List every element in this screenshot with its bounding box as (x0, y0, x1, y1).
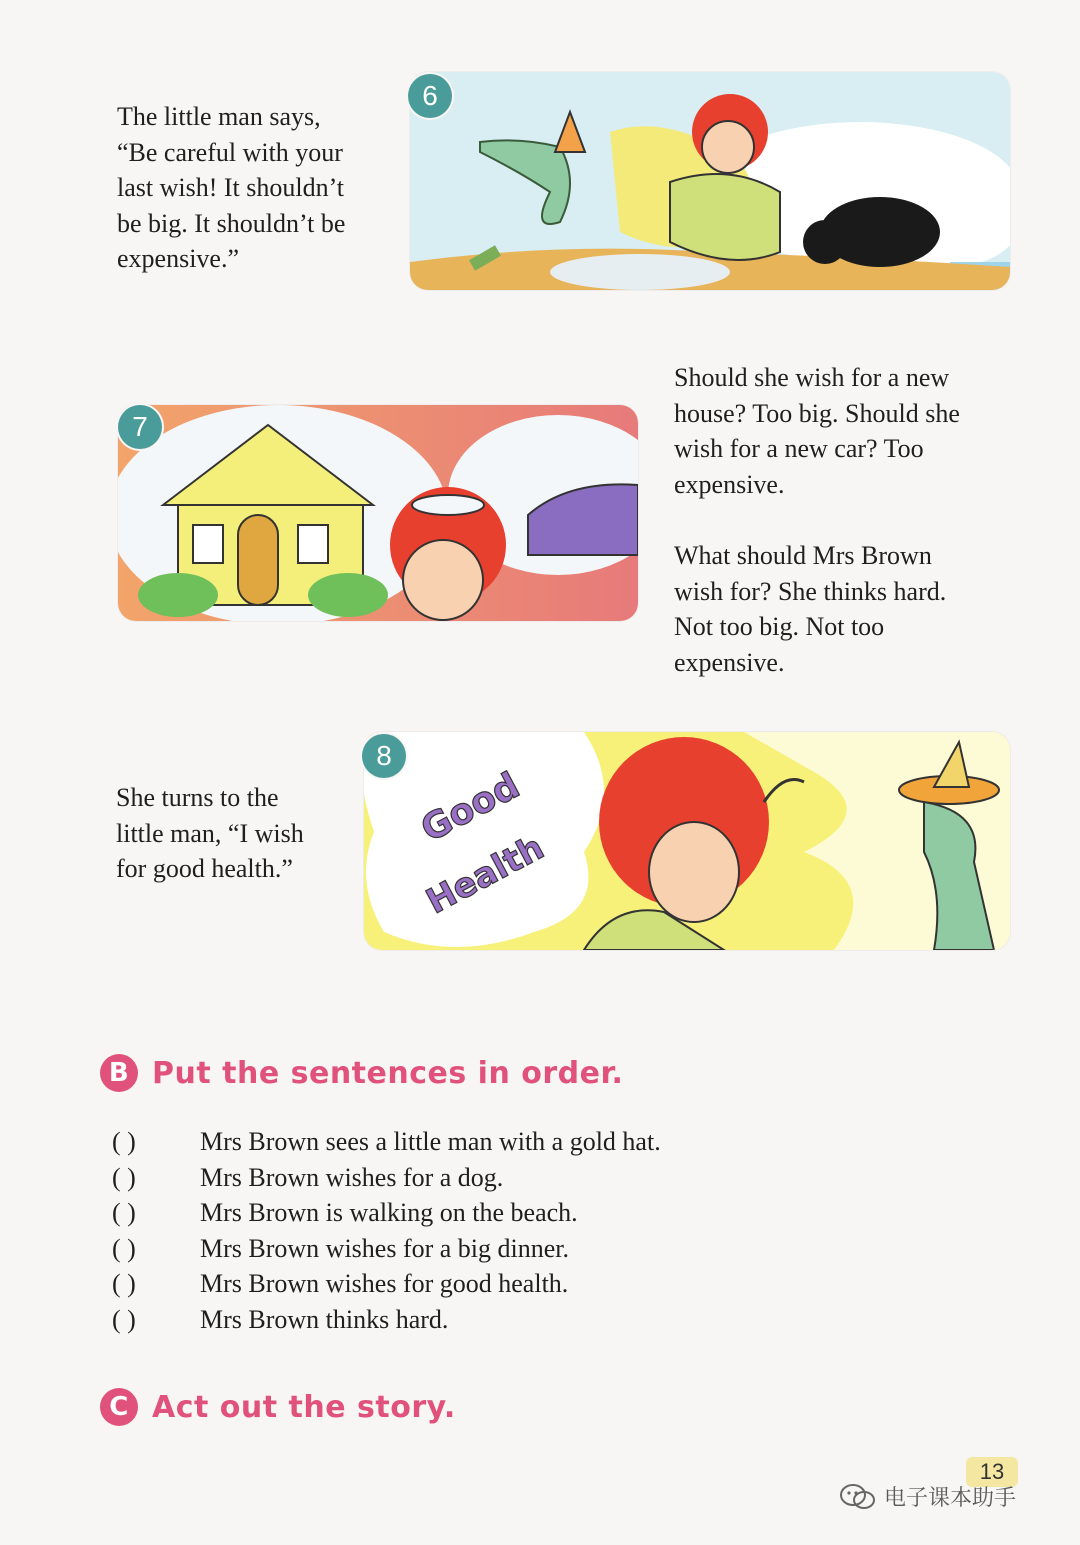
panel-number-7: 7 (118, 405, 162, 449)
answer-blank[interactable]: ( ) (112, 1233, 136, 1263)
answer-blank[interactable]: ( ) (112, 1162, 136, 1192)
watermark (838, 1481, 1016, 1512)
sentence: Mrs Brown wishes for good health. (200, 1269, 569, 1299)
answer-blank[interactable]: ( ) (112, 1127, 136, 1156)
list-item (112, 1195, 661, 1231)
watermark-text: 电子课本助手 (884, 1486, 1017, 1511)
health-bubble-text: Health (419, 827, 551, 923)
list-item (112, 1266, 661, 1302)
text-line: What should Mrs Brown (674, 541, 932, 570)
panel-7-illustration (118, 405, 638, 621)
text-line: last wish! It shouldn’t (117, 173, 345, 202)
section-c-title: Act out the story. (152, 1389, 456, 1425)
list-item (112, 1231, 661, 1267)
answer-blank[interactable]: ( ) (112, 1269, 136, 1299)
text-line: wish for? She thinks hard. (674, 576, 947, 606)
panel-6-illustration (410, 72, 1010, 290)
text-line: house? Too big. Should she (674, 398, 960, 428)
text-line: wish for a new car? Too (674, 434, 924, 463)
text-line: The little man says, (117, 102, 321, 131)
text-line: expensive.” (117, 244, 240, 273)
house-and-car-thought-image (118, 405, 638, 621)
panel-7-text-2 (674, 538, 946, 680)
beach-scene-image (410, 72, 1010, 290)
answer-blank[interactable]: ( ) (112, 1304, 136, 1334)
text-line: expensive. (674, 469, 785, 499)
section-b-letter-badge: B (100, 1054, 138, 1092)
sentence: Mrs Brown wishes for a dog. (200, 1162, 504, 1192)
text-line: “Be careful with your (117, 137, 343, 167)
text-line: Not too big. Not too (674, 612, 885, 641)
good-bubble-text: Good (414, 765, 527, 851)
list-item (112, 1160, 661, 1196)
panel-8-illustration (364, 732, 1010, 950)
panel-6-text (117, 99, 345, 277)
panel-number-6: 6 (408, 74, 452, 118)
section-c-heading (100, 1388, 456, 1426)
sentence: Mrs Brown sees a little man with a gold hat. (200, 1127, 661, 1156)
page-number: 13 (966, 1457, 1018, 1487)
text-line: Should she wish for a new (674, 363, 950, 392)
section-b-title: Put the sentences in order. (152, 1055, 624, 1091)
answer-blank[interactable]: ( ) (112, 1198, 136, 1228)
panel-7-text (674, 360, 960, 502)
sentence: Mrs Brown thinks hard. (200, 1304, 449, 1334)
text-line: for good health.” (116, 854, 293, 883)
chat-bubbles-icon (838, 1482, 878, 1512)
good-health-wish-image (364, 732, 1010, 950)
text-line: expensive. (674, 647, 785, 677)
panel-number-8: 8 (362, 734, 406, 778)
text-line: little man, “I wish (116, 818, 304, 848)
section-c-letter-badge: C (100, 1388, 138, 1426)
panel-8-text (116, 780, 304, 887)
order-list (112, 1124, 661, 1338)
sentence: Mrs Brown is walking on the beach. (200, 1198, 578, 1228)
list-item (112, 1302, 661, 1338)
text-line: be big. It shouldn’t be (117, 208, 346, 238)
text-line: She turns to the (116, 783, 279, 812)
sentence: Mrs Brown wishes for a big dinner. (200, 1233, 570, 1263)
section-b-heading (100, 1054, 623, 1092)
list-item (112, 1124, 661, 1160)
